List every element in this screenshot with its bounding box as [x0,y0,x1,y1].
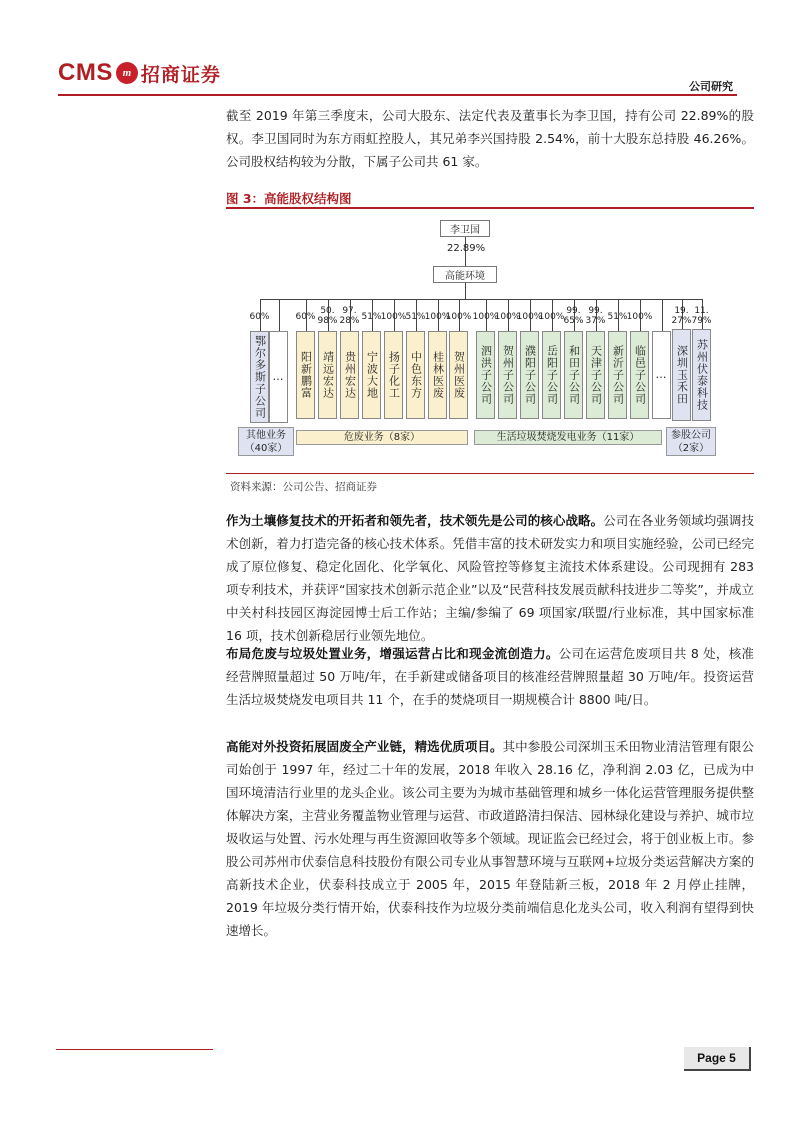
subsidiary-column: 苏州伏泰科技 [692,329,711,421]
connector-line [662,299,663,331]
subsidiary-column: 桂林医废 [428,331,447,419]
subsidiary-column: 鄂尔多斯子公司 [250,331,269,423]
paragraph-tech-body: 公司在各业务领域均强调技术创新，着力打造完备的核心技术体系。凭借丰富的技术研发实力和项目实施经验，公司已经完成了原位修复、稳定化固化、化学氧化、风险管控等修复主流技术体系建设。公司现拥有 283 项专利技术，并获评“国家技术创新示范企业”以及“民营科技发展贡献科技进步二等奖”，并成立中关村科技园区海淀园博士后工作站；主编/参编了 69 项国家/联盟/行业标准，其中国家标准 16 项，技术创新稳居行业领先地位。 [226,513,754,643]
figure-bottom-rule [226,473,754,474]
subsidiary-column: 和田子公司 [564,331,583,419]
shareholder-share: 22.89% [447,243,486,254]
subsidiary-share: 100% [424,312,451,322]
subsidiary-column: 贺州医废 [449,331,468,419]
paragraph-waste-lead: 布局危废与垃圾处置业务，增强运营占比和现金流创造力。 [226,646,559,661]
subsidiary-column: 临邑子公司 [630,331,649,419]
paragraph-invest-body: 其中参股公司深圳玉禾田物业清洁管理有限公司始创于 1997 年，经过二十年的发展，2018 年收入 28.16 亿，净利润 2.03 亿，已成为中国环境清洁行业里的龙头企业。该公司主要为为城市基础管理和城乡一体化运营管理服务提供整体解决方案，主营业务覆盖物业管理与运营、市政道路清扫保洁、园林绿化建设与养护、城市垃圾收运与处置、污水处理与再生资源回收等多个领域。现证监会已经过会，将于创业板上市。参股公司苏州市伏泰信息科技股份有限公司专业从事智慧环境与互联网+垃圾分类运营解决方案的高新技术企业，伏泰科技成立于 2005 年，2015 年登陆新三板，2018 年 2 月停止挂牌，2019 年垃圾分类行情开始，伏泰科技作为垃圾分类前端信息化龙头公司，收入利润有望得到快速增长。 [226,739,754,938]
company-logo [58,58,221,88]
connector-line [260,299,702,300]
paragraph-tech-lead: 作为土壤修复技术的开拓者和领先者，技术领先是公司的核心战略。 [226,513,604,528]
subsidiary-column: 天津子公司 [586,331,605,419]
logo-cms-text: CMS [58,59,113,86]
subsidiary-share: 51% [607,312,628,322]
group-label: 生活垃圾焚烧发电业务（11家） [474,430,662,445]
footer-divider [56,1049,213,1050]
subsidiary-share: 99. 65% [563,306,584,326]
subsidiary-share: 50. 98% [317,306,338,326]
subsidiary-share: 100% [626,312,653,322]
paragraph-waste-body: 公司在运营危废项目共 8 处，核准经营牌照量超过 50 万吨/年，在手新建或储备项目的核准经营牌照量超 30 万吨/年。投资运营生活垃圾焚烧发电项目共 11 个，在手的焚烧项目一期规模合计 8800 吨/日。 [226,646,754,707]
connector-line [465,283,466,299]
ownership-chart [226,208,754,468]
subsidiary-share: 100% [380,312,407,322]
subsidiary-share: 99. 37% [585,306,606,326]
logo-badge-icon: m [116,62,138,84]
subsidiary-column: 贵州宏达 [340,331,359,419]
subsidiary-column: 阳新鹏富 [296,331,315,419]
subsidiary-share: 11. 79% [691,306,712,326]
connector-line [279,299,280,331]
intro-paragraph: 截至 2019 年第三季度末，公司大股东、法定代表及董事长为李卫国，持有公司 22.89%的股权。李卫国同时为东方雨虹控股人，其兄弟李兴国持股 2.54%，前十大股东总持股 46.26%。公司股权结构较为分散，下属子公司共 61 家。 [226,108,754,169]
subsidiary-column: 新沂子公司 [608,331,627,419]
subsidiary-column: 岳阳子公司 [542,331,561,419]
group-label: 参股公司 （2家） [666,427,716,456]
paragraph-invest-lead: 高能对外投资拓展固废全产业链，精选优质项目。 [226,739,503,754]
page-number: Page 5 [684,1047,751,1071]
section-label: 公司研究 [689,80,733,93]
paragraph-invest [226,735,754,942]
company-box: 高能环境 [433,266,497,283]
subsidiary-share: 100% [472,312,499,322]
logo-cn-text: 招商证券 [140,63,221,86]
subsidiary-share: 51% [405,312,426,322]
figure-title: 图 3：高能股权结构图 [226,191,352,206]
subsidiary-column: 深圳玉禾田 [672,329,691,421]
header-divider [58,94,737,96]
figure-source: 资料来源：公司公告、招商证券 [230,481,377,493]
paragraph-waste [226,642,754,711]
subsidiary-share: 100% [445,312,472,322]
group-label: 危废业务（8家） [296,430,468,445]
subsidiary-column: 中色东方 [406,331,425,419]
subsidiary-share: 51% [361,312,382,322]
subsidiary-column: 泗洪子公司 [476,331,495,419]
ellipsis-column: … [652,331,671,419]
paragraph-tech [226,509,754,647]
subsidiary-column: 濮阳子公司 [520,331,539,419]
shareholder-box: 李卫国 [440,220,490,237]
subsidiary-share: 100% [516,312,543,322]
subsidiary-column: 扬子化工 [384,331,403,419]
subsidiary-share: 19. 27% [671,306,692,326]
subsidiary-column: 靖远宏达 [318,331,337,419]
group-label: 其他业务 （40家） [238,427,294,456]
subsidiary-column: 宁波大地 [362,331,381,419]
subsidiary-share: 97. 28% [339,306,360,326]
subsidiary-share: 60% [295,312,316,322]
subsidiary-share: 100% [494,312,521,322]
subsidiary-share: 100% [538,312,565,322]
subsidiary-column: 贺州子公司 [498,331,517,419]
subsidiary-share: 60% [249,312,270,322]
ellipsis-column: … [269,331,288,423]
